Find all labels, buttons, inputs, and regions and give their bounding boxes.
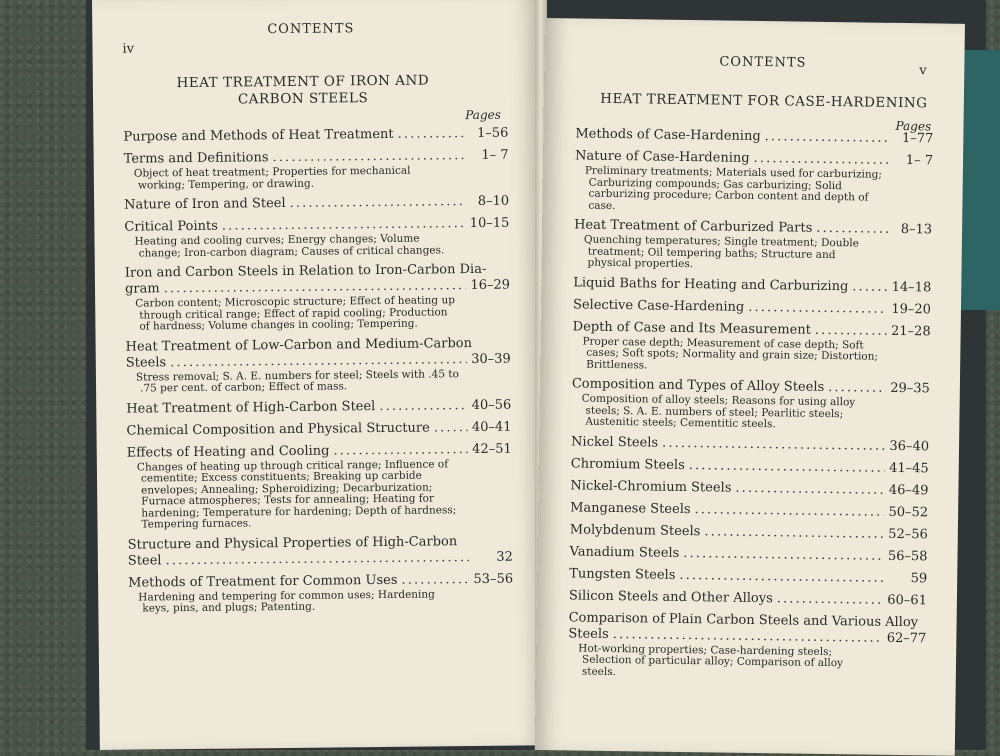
toc-entry <box>571 456 929 477</box>
toc-entry-pages: 32 <box>496 549 513 565</box>
dot-leader <box>777 591 883 608</box>
toc-entry-pages: 14–18 <box>891 279 932 295</box>
toc-entry-subtopics: Stress removal; S. A. E. numbers for steel; Steels with .45 to .75 per cent. of carbon; Effect of mass. <box>135 367 459 395</box>
toc-entry-title: Methods of Treatment for Common Uses <box>128 572 398 591</box>
toc-entry-pages: 19–20 <box>891 301 932 317</box>
dot-leader <box>765 129 890 147</box>
toc-entry-subtopics: Object of heat treatment; Properties for mechanical working; Tempering, or drawing. <box>133 164 411 192</box>
toc-entry <box>569 566 927 587</box>
toc-entry-pages: 1–77 <box>901 130 934 147</box>
dot-leader <box>694 502 884 521</box>
toc-entry <box>573 275 931 296</box>
toc-entry <box>569 588 927 609</box>
dot-leader <box>165 550 468 569</box>
toc-entry-title: Chromium Steels <box>570 455 685 473</box>
toc-entry-title: Liquid Baths for Heating and Carburizing <box>573 274 849 294</box>
toc-entry-pages: 60–61 <box>887 592 928 608</box>
toc-entry-pages: 52–56 <box>888 526 928 542</box>
toc-entry-pages: 29–35 <box>890 380 930 397</box>
toc-entry <box>575 126 933 147</box>
toc-entry-title: gram <box>124 281 160 297</box>
toc-entry-title: Nature of Case-Hardening <box>574 148 750 166</box>
toc-entry-title: Steels <box>568 625 609 642</box>
toc-entry <box>570 522 928 543</box>
section-title-line-2: CARBON STEELS <box>237 90 369 108</box>
toc-entry-title: Methods of Case-Hardening <box>575 126 761 145</box>
toc-entry-pages: 8–13 <box>900 221 933 238</box>
toc-entry <box>126 397 511 417</box>
toc-entry-subtopics: Hardening and tempering for common uses; Hardening keys, pins, and plugs; Patenting. <box>138 587 435 615</box>
toc-entry-title: Depth of Case and Its Measurement <box>572 318 811 338</box>
page-number: iv <box>122 41 135 57</box>
dot-leader <box>662 435 885 454</box>
toc-entry-pages: 41–45 <box>889 460 929 476</box>
toc-entry <box>571 376 930 432</box>
toc-entry-title: Heat Treatment of High-Carbon Steel <box>126 398 376 417</box>
toc-entry-pages: 1–56 <box>477 125 509 141</box>
toc-entry-title: Vanadium Steels <box>569 543 680 561</box>
toc-entry <box>573 217 932 273</box>
toc-entry-pages: 46–49 <box>888 482 929 498</box>
toc-entry-pages: 42–51 <box>472 441 512 457</box>
dot-leader <box>753 151 889 169</box>
toc-entry <box>574 148 933 216</box>
toc-entry-pages: 59 <box>910 570 928 586</box>
toc-list <box>123 126 513 622</box>
toc-entry-pages: 21–28 <box>890 323 931 339</box>
dot-leader <box>828 380 886 397</box>
toc-entry-pages: 16–29 <box>470 277 511 294</box>
toc-entry <box>570 500 928 521</box>
toc-entry-title: Chemical Composition and Physical Structure <box>126 419 430 439</box>
toc-entry-title: Critical Points <box>124 218 218 235</box>
toc-entry-pages: 1– 7 <box>905 153 934 169</box>
toc-entry-title: Silicon Steels and Other Alloys <box>568 587 773 606</box>
dot-leader <box>379 398 467 415</box>
toc-entry-subtopics: Composition of alloy steels; Reasons for using alloy steels; S. A. E. numbers of steel; Pearlitic steels; Austenitic steels; Cementitic steels. <box>581 392 856 431</box>
toc-entry-pages: 36–40 <box>889 438 930 454</box>
toc-list <box>568 126 934 688</box>
toc-entry <box>572 319 931 375</box>
dot-leader <box>748 299 887 317</box>
toc-entry-pages: 30–39 <box>471 351 511 367</box>
dot-leader <box>222 216 466 235</box>
toc-entry-pages: 10–15 <box>469 215 510 232</box>
toc-entry-title: Manganese Steels <box>570 499 691 517</box>
toc-entry-title: Purpose and Methods of Heat Treatment <box>123 126 394 145</box>
toc-entry-subtopics: Heating and cooling curves; Energy changes; Volume change; Iron-carbon diagram; Causes of critical changes. <box>134 232 445 260</box>
dot-leader <box>434 420 468 436</box>
toc-entry <box>571 434 929 455</box>
toc-entry <box>124 148 509 192</box>
toc-entry <box>126 335 512 395</box>
toc-entry <box>569 544 927 565</box>
toc-entry <box>570 478 928 499</box>
dot-leader <box>852 279 887 295</box>
pages-label: Pages <box>465 107 501 123</box>
toc-entry-subtopics: Preliminary treatments; Materials used for carburizing; Carburizing compounds; Gas carburizing; Solid carburizing procedure; Carbon content and depth of case. <box>584 164 883 212</box>
toc-entry-title-line: Heat Treatment of Low-Carbon and Medium-Carbon <box>125 335 473 355</box>
page-number: v <box>919 63 927 79</box>
dot-leader <box>735 480 884 498</box>
toc-entry-pages: 50–52 <box>888 504 929 520</box>
running-head: CONTENTS <box>719 54 807 71</box>
toc-entry-subtopics: Carbon content; Microscopic structure; Effect of heating up through critical range; Effect of rapid cooling; Production of hardness; Volume changes in cooling; Tempering. <box>135 294 455 333</box>
toc-entry-title: Molybdenum Steels <box>569 521 701 539</box>
toc-entry <box>124 194 509 214</box>
dot-leader <box>401 572 469 589</box>
running-head: CONTENTS <box>267 21 355 38</box>
toc-entry-pages: 8–10 <box>477 193 510 209</box>
dot-leader <box>683 545 883 564</box>
dot-leader <box>704 524 884 543</box>
toc-entry-title: Terms and Definitions <box>123 150 269 167</box>
toc-entry-title-line: Comparison of Plain Carbon Steels and Various Alloy <box>568 609 919 630</box>
pages-label: Pages <box>895 118 932 134</box>
toc-entry-title: Heat Treatment of Carburized Parts <box>574 217 813 236</box>
dot-leader <box>679 567 883 586</box>
toc-entry-pages: 40–56 <box>471 397 512 413</box>
dot-leader <box>689 458 885 477</box>
left-page <box>92 0 546 750</box>
toc-entry-title: Steels <box>125 354 167 371</box>
toc-entry-title-line: Structure and Physical Properties of High-Carbon <box>127 533 458 553</box>
dot-leader <box>333 442 467 459</box>
toc-entry-subtopics: Quenching temperatures; Single treatment; Double treatment; Oil tempering baths; Structure and physical properties. <box>583 233 859 271</box>
toc-entry-pages: 62–77 <box>886 630 927 646</box>
toc-entry-title: Selective Case-Hardening <box>572 296 745 315</box>
toc-entry <box>128 533 513 569</box>
toc-entry <box>123 126 508 146</box>
toc-entry <box>124 216 509 260</box>
toc-entry <box>573 297 931 318</box>
toc-entry-pages: 56–58 <box>887 548 928 564</box>
toc-entry-pages: 1– 7 <box>481 147 509 163</box>
adjacent-book-edge <box>960 50 1000 310</box>
section-title: HEAT TREATMENT FOR CASE-HARDENING <box>600 90 928 112</box>
section-title <box>133 72 473 110</box>
toc-entry <box>128 571 513 615</box>
toc-entry-subtopics: Proper case depth; Measurement of case depth; Soft cases; Soft spots; Normality and grain size; Distortion; Brittleness. <box>582 335 879 371</box>
toc-entry-title: Steel <box>127 552 162 569</box>
dot-leader <box>272 148 464 166</box>
toc-entry-pages: 53–56 <box>473 571 514 587</box>
section-title-line-1: HEAT TREATMENT OF IRON AND <box>176 72 430 92</box>
toc-entry-title: Composition and Types of Alloy Steels <box>571 376 825 395</box>
toc-entry <box>568 610 927 682</box>
toc-entry <box>127 441 513 531</box>
toc-entry <box>126 419 511 439</box>
toc-entry-subtopics: Hot-working properties; Case-hardening steels; Selection of particular alloy; Comparison of alloy steels. <box>578 642 844 678</box>
right-page <box>535 18 965 756</box>
toc-entry-pages: 40–41 <box>471 419 512 435</box>
dot-leader <box>816 221 888 238</box>
dot-leader <box>290 194 466 212</box>
dot-leader <box>815 322 887 339</box>
toc-entry-title: Effects of Heating and Cooling <box>126 443 330 461</box>
toc-entry-title: Tungsten Steels <box>569 565 676 583</box>
toc-entry-title: Nickel-Chromium Steels <box>570 477 732 496</box>
toc-entry-subtopics: Changes of heating up through critical range; Influence of cementite; Excess constituents; Breaking up carbide envelopes; Annealing; Spheroidizing; Decarburization; Furnace atmospheres; Tests for annealing; Heating for hardening; Temperature for hardening; Depth of hardness; Tempering furnaces. <box>136 457 457 531</box>
toc-entry-title-line: Iron and Carbon Steels in Relation to Iron-Carbon Dia- <box>124 261 487 281</box>
dot-leader <box>398 126 465 143</box>
toc-entry <box>125 262 511 334</box>
toc-entry-title: Nature of Iron and Steel <box>124 195 286 213</box>
toc-entry-title: Nickel Steels <box>570 433 659 451</box>
